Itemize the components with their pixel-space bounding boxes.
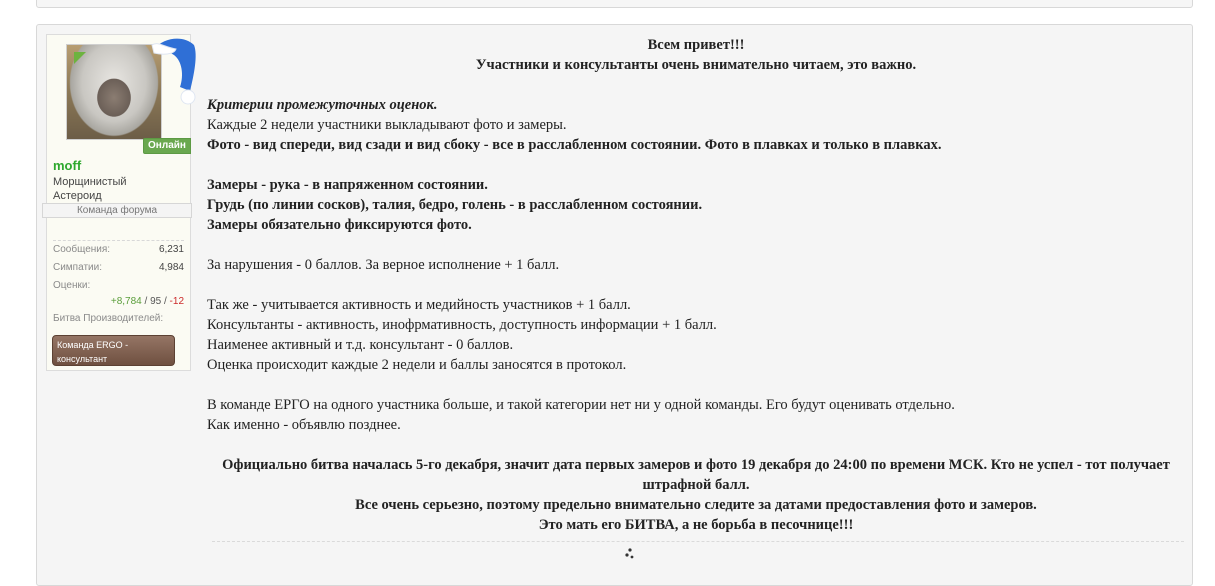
post-divider xyxy=(212,541,1184,542)
ratings-positive: +8,784 xyxy=(110,296,142,307)
forum-post xyxy=(36,24,1193,586)
stat-label: Оценки: xyxy=(53,280,91,291)
username-link[interactable]: moff xyxy=(53,158,82,173)
online-status-badge: Онлайн xyxy=(143,138,191,154)
battle-label: Битва Производителей: xyxy=(53,313,164,324)
ratings-values xyxy=(53,295,184,309)
avatar-container[interactable] xyxy=(66,44,162,140)
text-line: Так же - учитывается активность и медийность участников + 1 балл. xyxy=(207,297,631,313)
text-line: Грудь (по линии сосков), талия, бедро, голень - в расслабленном состоянии. xyxy=(207,197,703,213)
text-line: За нарушения - 0 баллов. За верное исполнение + 1 балл. xyxy=(207,257,560,273)
user-title: Морщинистый Астероид xyxy=(53,176,127,202)
post-intro: Участники и консультанты очень внимательно читаем, это важно. xyxy=(475,57,917,73)
loading-dots-icon xyxy=(623,547,635,561)
post-greeting: Всем привет!!! xyxy=(647,37,745,53)
stat-likes xyxy=(53,259,184,277)
criteria-heading: Критерии промежуточных оценок. xyxy=(207,97,438,113)
ratings-neutral: 95 xyxy=(150,296,162,307)
stat-ratings xyxy=(53,277,184,295)
stat-label: Симпатии: xyxy=(53,262,102,273)
text-line: Как именно - объявлю позднее. xyxy=(207,417,401,433)
text-line: Это мать его БИТВА, а не борьба в песочнице!!! xyxy=(538,517,854,533)
user-panel xyxy=(46,34,191,371)
team-ribbon: Команда форума xyxy=(42,203,192,218)
ratings-separator: / xyxy=(141,296,151,307)
ratings-negative: -12 xyxy=(169,296,184,307)
stat-label: Сообщения: xyxy=(53,244,111,255)
user-stats xyxy=(53,240,184,327)
text-line: В команде ЕРГО на одного участника больше, и такой категории нет ни у одной команды. Его будут оценивать отдельно. xyxy=(207,397,955,413)
stat-value: 4,984 xyxy=(158,262,184,273)
team-ergo-badge: Команда ERGO - консультант xyxy=(52,335,175,366)
text-line: Каждые 2 недели участники выкладывают фото и замеры. xyxy=(207,117,567,133)
text-line: Консультанты - активность, инофрмативность, доступность информации + 1 балл. xyxy=(207,317,717,333)
corner-marker-icon xyxy=(74,52,86,64)
text-line: Официально битва началась 5-го декабря, значит дата первых замеров и фото 19 декабря до 24:00 по времени МСК. Кто не успел - тот получает штрафной балл. xyxy=(222,457,1170,493)
stat-messages xyxy=(53,241,184,259)
post-message xyxy=(207,35,1185,535)
text-line: Замеры обязательно фиксируются фото. xyxy=(207,217,472,233)
ratings-separator: / xyxy=(161,296,170,307)
text-line: Наименее активный и т.д. консультант - 0 баллов. xyxy=(207,337,514,353)
previous-post-card xyxy=(36,0,1193,8)
stat-value[interactable]: 6,231 xyxy=(158,244,184,255)
text-line: Все очень серьезно, поэтому предельно внимательно следите за датами предоставления фото и замеров. xyxy=(355,497,1037,513)
text-line: Оценка происходит каждые 2 недели и баллы заносятся в протокол. xyxy=(207,357,627,373)
text-line: Замеры - рука - в напряженном состоянии. xyxy=(207,177,488,193)
text-line: Фото - вид спереди, вид сзади и вид сбоку - все в расслабленном состоянии. Фото в плавках и только в плавках. xyxy=(207,137,942,153)
santa-hat-icon xyxy=(150,35,200,107)
